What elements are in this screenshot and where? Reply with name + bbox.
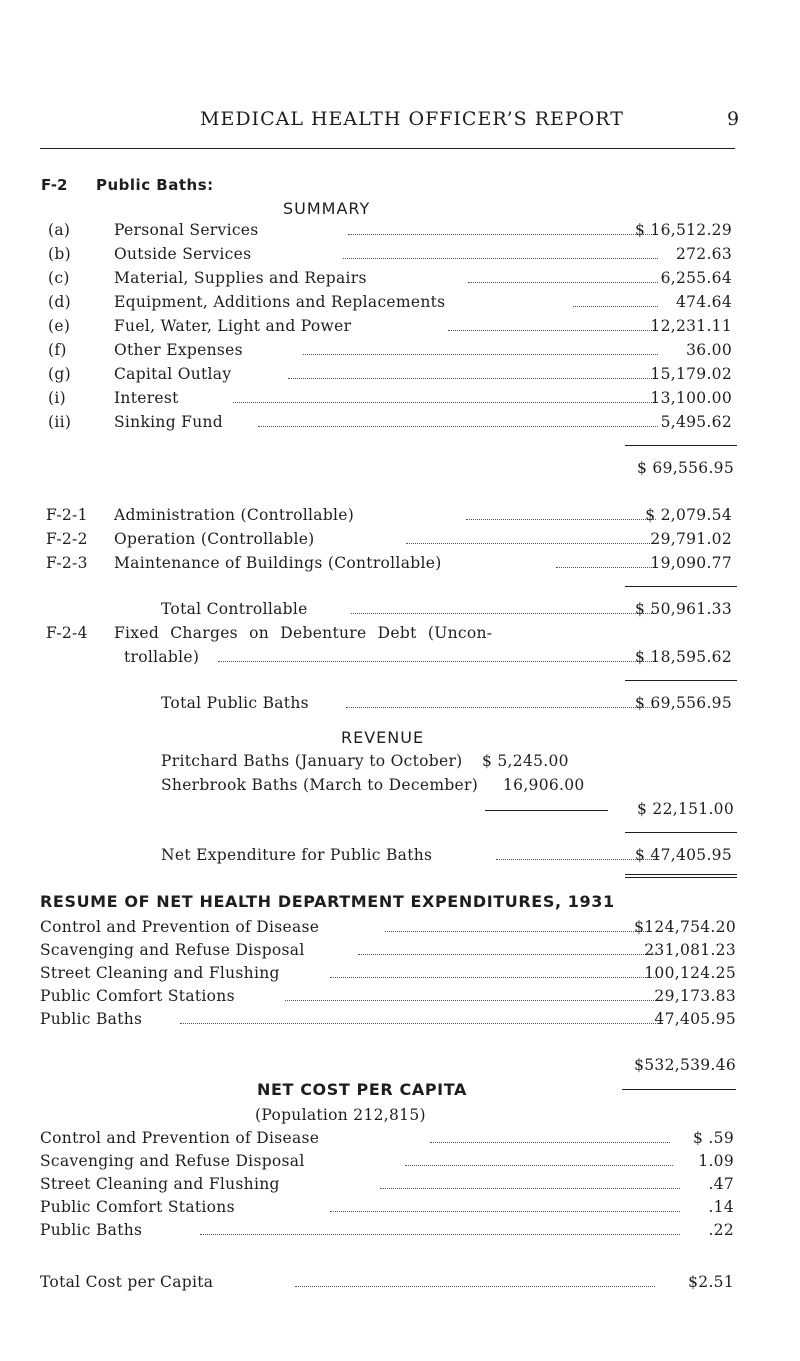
per-capita-row-amount: .47 [708, 1175, 734, 1193]
revenue-total: $ 22,151.00 [637, 800, 734, 818]
total-controllable-amount: $ 50,961.33 [635, 600, 732, 618]
summary-row-text: Material, Supplies and Repairs [114, 269, 367, 287]
per-capita-row-amount: .22 [708, 1221, 734, 1239]
summary-row-label: (g) [48, 365, 71, 383]
controllable-total-rule [625, 586, 737, 587]
per-capita-row [40, 1129, 740, 1151]
leader-dots [405, 1165, 673, 1166]
summary-row-amount: 474.64 [675, 293, 732, 311]
resume-row [40, 987, 740, 1009]
leader-dots [380, 1188, 680, 1189]
fixed-charges-row [46, 648, 738, 670]
controllable-row-label: F-2-2 [46, 530, 88, 548]
leader-dots [180, 1023, 660, 1024]
summary-row-amount: 13,100.00 [650, 389, 732, 407]
leader-dots [218, 661, 656, 662]
summary-row-label: (d) [48, 293, 71, 311]
fixed-charges-amount: $ 18,595.62 [635, 648, 732, 666]
summary-row [48, 269, 738, 291]
summary-row-text: Equipment, Additions and Replacements [114, 293, 446, 311]
per-capita-row [40, 1221, 740, 1243]
summary-row [48, 317, 738, 339]
summary-row-text: Fuel, Water, Light and Power [114, 317, 352, 335]
revenue-row-text: Sherbrook Baths (March to December) [161, 776, 479, 794]
per-capita-row-text: Control and Prevention of Disease [40, 1129, 320, 1147]
resume-row [40, 918, 740, 940]
per-capita-heading: NET COST PER CAPITA [257, 1080, 467, 1099]
net-expenditure-row [46, 846, 738, 868]
fixed-charges-rule [625, 680, 737, 681]
leader-dots [358, 954, 658, 955]
resume-row-text: Street Cleaning and Flushing [40, 964, 280, 982]
summary-total-rule [625, 445, 737, 446]
summary-row-amount: 5,495.62 [660, 413, 732, 431]
leader-dots [351, 613, 656, 614]
summary-row-label: (a) [48, 221, 71, 239]
controllable-row-amount: $ 2,079.54 [645, 506, 732, 524]
controllable-row [46, 554, 738, 576]
summary-row-text: Sinking Fund [114, 413, 223, 431]
resume-row-text: Scavenging and Refuse Disposal [40, 941, 305, 959]
section-code: F-2 [41, 176, 68, 194]
leader-dots [468, 282, 658, 283]
summary-row-label: (f) [48, 341, 67, 359]
resume-row-amount: 231,081.23 [644, 941, 736, 959]
resume-row-amount: 100,124.25 [644, 964, 736, 982]
controllable-row-text: Maintenance of Buildings (Controllable) [114, 554, 442, 572]
summary-row [48, 293, 738, 315]
net-expenditure-rule [625, 874, 737, 875]
per-capita-row-amount: $ .59 [693, 1129, 734, 1147]
leader-dots [285, 1000, 660, 1001]
leader-dots [573, 306, 658, 307]
summary-row-amount: 12,231.11 [650, 317, 732, 335]
summary-row [48, 245, 738, 267]
header-divider [40, 148, 735, 149]
summary-row-text: Capital Outlay [114, 365, 232, 383]
fixed-charges-text-line1: Fixed Charges on Debenture Debt (Uncon- [114, 624, 493, 642]
total-controllable-text: Total Controllable [161, 600, 308, 618]
resume-row-amount: $124,754.20 [634, 918, 736, 936]
revenue-total-rule [625, 832, 737, 833]
summary-row-text: Interest [114, 389, 179, 407]
leader-dots [346, 707, 656, 708]
summary-row [48, 365, 738, 387]
summary-row-amount: 36.00 [686, 341, 732, 359]
section-title: Public Baths: [96, 176, 214, 194]
revenue-heading: REVENUE [341, 728, 425, 747]
summary-row-text: Outside Services [114, 245, 252, 263]
total-public-baths-text: Total Public Baths [161, 694, 309, 712]
leader-dots [330, 977, 658, 978]
per-capita-row [40, 1175, 740, 1197]
per-capita-row-text: Street Cleaning and Flushing [40, 1175, 280, 1193]
summary-row [48, 413, 738, 435]
resume-row [40, 1010, 740, 1032]
leader-dots [385, 931, 652, 932]
total-public-baths-row [46, 694, 738, 716]
resume-row [40, 941, 740, 963]
summary-heading: SUMMARY [283, 199, 371, 218]
resume-heading: RESUME OF NET HEALTH DEPARTMENT EXPENDITURES, 1931 [40, 892, 615, 911]
summary-row-label: (b) [48, 245, 71, 263]
controllable-row-text: Administration (Controllable) [114, 506, 355, 524]
controllable-row-text: Operation (Controllable) [114, 530, 315, 548]
per-capita-total-amount: $2.51 [688, 1273, 734, 1291]
total-controllable-row [46, 600, 738, 622]
per-capita-row-text: Public Baths [40, 1221, 143, 1239]
summary-row [48, 389, 738, 411]
summary-row-text: Other Expenses [114, 341, 243, 359]
controllable-row [46, 506, 738, 528]
net-expenditure-amount: $ 47,405.95 [635, 846, 732, 864]
leader-dots [233, 402, 658, 403]
resume-row-amount: 47,405.95 [654, 1010, 736, 1028]
summary-row-label: (e) [48, 317, 71, 335]
summary-row-amount: 272.63 [675, 245, 732, 263]
controllable-row-label: F-2-3 [46, 554, 88, 572]
resume-row-amount: 29,173.83 [654, 987, 736, 1005]
revenue-row-amount: $ 5,245.00 [482, 752, 569, 770]
resume-row [40, 964, 740, 986]
summary-row [48, 221, 738, 243]
per-capita-row-amount: .14 [708, 1198, 734, 1216]
summary-row-amount: $ 16,512.29 [635, 221, 732, 239]
page-number: 9 [727, 108, 740, 130]
summary-row-label: (ii) [48, 413, 72, 431]
per-capita-row-amount: 1.09 [698, 1152, 734, 1170]
summary-row-label: (i) [48, 389, 66, 407]
per-capita-row [40, 1152, 740, 1174]
revenue-row-text: Pritchard Baths (January to October) [161, 752, 463, 770]
leader-dots [288, 378, 658, 379]
controllable-row-amount: 19,090.77 [650, 554, 732, 572]
leader-dots [200, 1234, 680, 1235]
leader-dots [466, 519, 656, 520]
summary-row-amount: 6,255.64 [660, 269, 732, 287]
per-capita-total-row [40, 1273, 740, 1295]
summary-total: $ 69,556.95 [637, 459, 734, 477]
resume-row-text: Control and Prevention of Disease [40, 918, 320, 936]
per-capita-row [40, 1198, 740, 1220]
summary-row-text: Personal Services [114, 221, 259, 239]
net-expenditure-rule-double [625, 877, 737, 878]
net-expenditure-text: Net Expenditure for Public Baths [161, 846, 433, 864]
population-note: (Population 212,815) [255, 1106, 426, 1124]
fixed-charges-label: F-2-4 [46, 624, 88, 642]
controllable-row-label: F-2-1 [46, 506, 88, 524]
summary-row-amount: 15,179.02 [650, 365, 732, 383]
leader-dots [448, 330, 658, 331]
leader-dots [330, 1211, 680, 1212]
total-public-baths-amount: $ 69,556.95 [635, 694, 732, 712]
resume-row-text: Public Comfort Stations [40, 987, 235, 1005]
fixed-charges-text-line2: trollable) [124, 648, 200, 666]
leader-dots [295, 1286, 655, 1287]
summary-row-label: (c) [48, 269, 70, 287]
resume-total: $532,539.46 [634, 1056, 736, 1074]
revenue-row-amount: 16,906.00 [503, 776, 585, 794]
leader-dots [303, 354, 658, 355]
leader-dots [406, 543, 656, 544]
leader-dots [258, 426, 658, 427]
controllable-row [46, 530, 738, 552]
revenue-dash [485, 810, 608, 811]
per-capita-row-text: Public Comfort Stations [40, 1198, 235, 1216]
leader-dots [343, 258, 658, 259]
leader-dots [496, 859, 656, 860]
summary-row [48, 341, 738, 363]
resume-row-text: Public Baths [40, 1010, 143, 1028]
per-capita-row-text: Scavenging and Refuse Disposal [40, 1152, 305, 1170]
leader-dots [348, 234, 658, 235]
per-capita-total-text: Total Cost per Capita [40, 1273, 214, 1291]
leader-dots [556, 567, 656, 568]
leader-dots [430, 1142, 670, 1143]
controllable-row-amount: 29,791.02 [650, 530, 732, 548]
resume-total-rule [622, 1089, 736, 1090]
page-header-title: MEDICAL HEALTH OFFICER’S REPORT [200, 108, 624, 130]
